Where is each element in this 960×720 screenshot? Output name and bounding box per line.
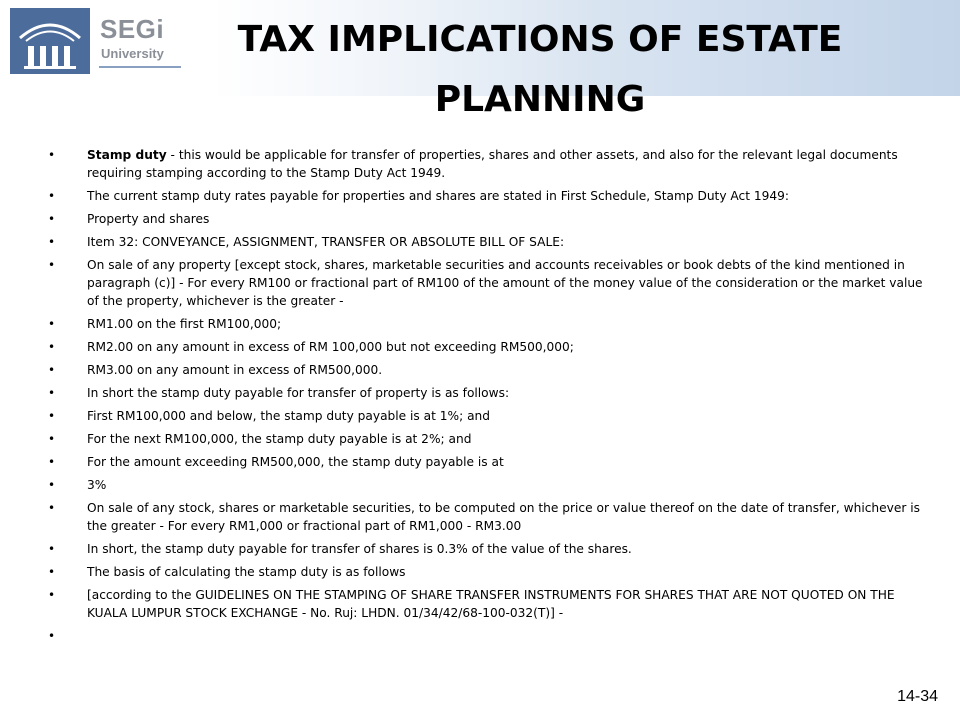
bullet-text: For the amount exceeding RM500,000, the stamp duty payable is at xyxy=(87,455,504,469)
bullet-item xyxy=(0,361,960,379)
bullet-dot: • xyxy=(48,258,56,272)
bullet-bold-term: Stamp duty xyxy=(87,148,167,162)
bullet-dot: • xyxy=(48,409,56,423)
logo-subtitle: University xyxy=(101,46,164,61)
bullet-item xyxy=(0,187,960,205)
bullet-item xyxy=(0,540,960,558)
bullet-item xyxy=(0,233,960,251)
bullet-dot: • xyxy=(48,235,56,249)
bullet-item xyxy=(0,146,960,182)
bullet-dot: • xyxy=(48,317,56,331)
bullet-text: In short the stamp duty payable for transfer of property is as follows: xyxy=(87,386,510,400)
bullet-dot: • xyxy=(48,478,56,492)
bullet-text: RM1.00 on the first RM100,000; xyxy=(87,317,282,331)
logo-underline xyxy=(99,66,181,68)
bullet-dot: • xyxy=(48,588,56,602)
bullet-dot: • xyxy=(48,542,56,556)
bullet-text: First RM100,000 and below, the stamp duty payable is at 1%; and xyxy=(87,409,491,423)
bullet-item xyxy=(0,315,960,333)
bullet-text: Item 32: CONVEYANCE, ASSIGNMENT, TRANSFER OR ABSOLUTE BILL OF SALE: xyxy=(87,235,565,249)
slide-title: TAX IMPLICATIONS OF ESTATE PLANNING xyxy=(237,19,843,120)
bullet-item xyxy=(0,499,960,535)
bullet-dot: • xyxy=(48,501,56,515)
bullet-text: The current stamp duty rates payable for properties and shares are stated in First Schedule, Stamp Duty Act 1949: xyxy=(87,189,790,203)
bullet-text: 3% xyxy=(87,478,107,492)
bullet-dot: • xyxy=(48,432,56,446)
bullet-text: RM2.00 on any amount in excess of RM 100,000 but not exceeding RM500,000; xyxy=(87,340,574,354)
bullet-list xyxy=(0,146,960,643)
bullet-text: Property and shares xyxy=(87,212,210,226)
bullet-dot: • xyxy=(48,189,56,203)
bullet-dot: • xyxy=(48,629,56,643)
slide-number: 14-34 xyxy=(897,688,938,705)
bullet-dot: • xyxy=(48,148,56,162)
bullet-text: RM3.00 on any amount in excess of RM500,000. xyxy=(87,363,383,377)
bullet-text: In short, the stamp duty payable for transfer of shares is 0.3% of the value of the shares. xyxy=(87,542,632,556)
bullet-item xyxy=(0,407,960,425)
bullet-text: [according to the GUIDELINES ON THE STAMPING OF SHARE TRANSFER INSTRUMENTS FOR SHARES THAT ARE NOT QUOTED ON THE KUALA LUMPUR STOCK EXCHANGE - No. Ruj: LHDN. 01/34/42/68-100-032(T)] - xyxy=(87,588,895,620)
bullet-text: On sale of any property [except stock, shares, marketable securities and accounts receivables or book debts of the kind mentioned in paragraph (c)] - For every RM100 or fractional part of RM100 of the amount of the money value of the consideration or the market value of the property, whichever is the greater - xyxy=(87,258,923,308)
bullet-item xyxy=(0,476,960,494)
bullet-dot: • xyxy=(48,386,56,400)
bullet-item xyxy=(0,563,960,581)
bullet-dot: • xyxy=(48,363,56,377)
segi-university-logo xyxy=(10,8,170,74)
bullet-text: For the next RM100,000, the stamp duty payable is at 2%; and xyxy=(87,432,472,446)
bullet-dot: • xyxy=(48,340,56,354)
logo-wordmark: SEGi xyxy=(100,14,165,44)
bullet-item xyxy=(0,453,960,471)
bullet-dot: • xyxy=(48,565,56,579)
university-building-icon xyxy=(10,8,90,74)
bullet-item xyxy=(0,586,960,622)
bullet-item xyxy=(0,210,960,228)
bullet-item xyxy=(0,430,960,448)
bullet-dot: • xyxy=(48,212,56,226)
bullet-text: The basis of calculating the stamp duty is as follows xyxy=(87,565,406,579)
bullet-text: - this would be applicable for transfer of properties, shares and other assets, and also for the relevant legal documents requiring stamping according to the Stamp Duty Act 1949. xyxy=(87,148,898,180)
bullet-text: On sale of any stock, shares or marketable securities, to be computed on the price or value thereof on the date of transfer, whichever is the greater - For every RM1,000 or fractional part of RM1,000 - RM3.00 xyxy=(87,501,920,533)
bullet-dot: • xyxy=(48,455,56,469)
bullet-item xyxy=(0,338,960,356)
bullet-item xyxy=(0,384,960,402)
bullet-item xyxy=(0,256,960,310)
